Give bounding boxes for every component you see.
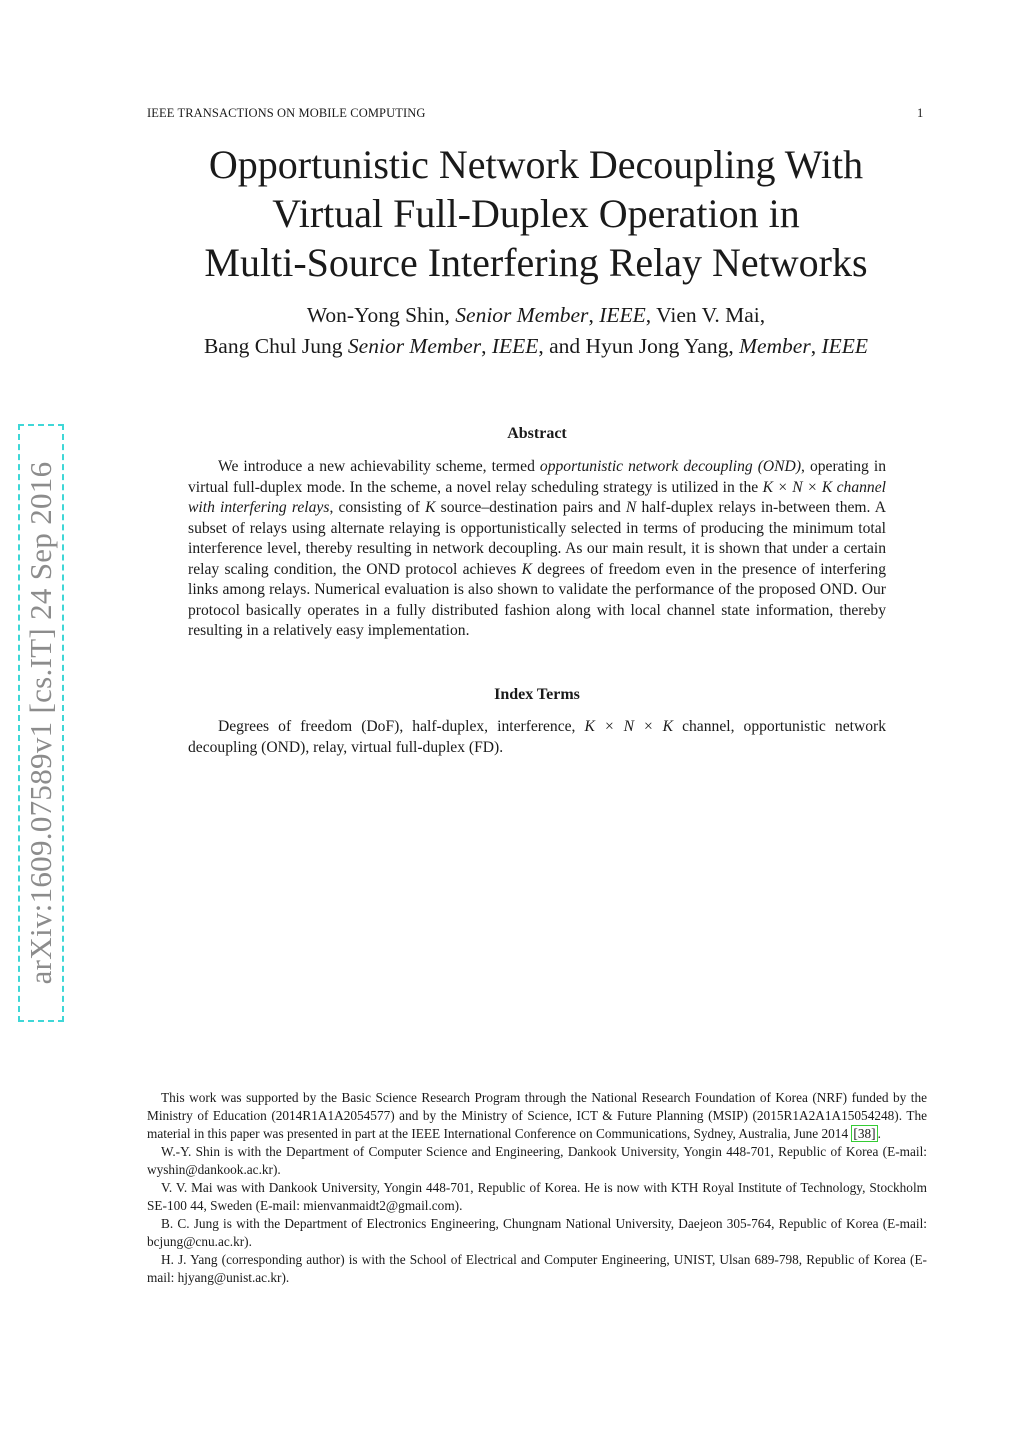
footnote-mai: V. V. Mai was with Dankook University, Yongin 448-701, Republic of Korea. He is now with KTH Royal Institute of Technology, Stockholm SE-100 44, Sweden (E-mail: mienvanmaidt2@gmail.com). [147,1180,927,1213]
author-shin: Won-Yong Shin, [306,303,456,327]
title-line-3: Multi-Source Interfering Relay Networks [204,240,868,285]
author-mai: , Vien V. Mai, [645,303,766,327]
page-number: 1 [917,106,924,120]
separator: , [481,334,492,358]
arxiv-identifier[interactable]: arXiv:1609.07589v1 [cs.IT] 24 Sep 2016 [23,461,58,985]
author-role: Senior Member [347,334,482,358]
footnote-yang: H. J. Yang (corresponding author) is with the School of Electrical and Computer Engineering, UNIST, Ulsan 689-798, Republic of Korea (E-mail: hjyang@unist.ac.kr). [147,1252,927,1285]
author-role: Member [739,334,811,358]
author-line-2 [120,331,952,362]
author-org: IEEE [491,334,539,358]
footnote-funding: This work was supported by the Basic Science Research Program through the National Research Foundation of Korea (NRF) funded by the Ministry of Education (2014R1A1A2054577) and by the Ministry of Science, ICT & Future Planning (MSIP) (2015R1A2A1A15054248). The material in this paper was presented in part at the IEEE International Conference on Communications, Sydney, Australia, June 2014 [38] . [147,1090,927,1141]
citation-link[interactable]: [38] [853,1126,876,1141]
author-jung: Bang Chul Jung [203,334,348,358]
separator: , [810,334,822,358]
footnote-shin: W.-Y. Shin is with the Department of Computer Science and Engineering, Dankook University, Yongin 448-701, Republic of Korea (E-mail: wyshin@dankook.ac.kr). [147,1144,927,1177]
author-org: IEEE [821,334,869,358]
index-terms-heading: Index Terms [494,686,580,703]
footnotes [147,1089,927,1287]
author-role: Senior Member [455,303,589,327]
author-org: IEEE [599,303,646,327]
title-line-1: Opportunistic Network Decoupling With [208,142,864,187]
footnote-jung: B. C. Jung is with the Department of Electronics Engineering, Chungnam National University, Daejeon 305-764, Republic of Korea (E-mail: bcjung@cnu.ac.kr). [147,1216,927,1249]
running-header: IEEE TRANSACTIONS ON MOBILE COMPUTING [147,106,426,120]
abstract-heading: Abstract [507,425,567,442]
author-line-1 [120,300,952,331]
abstract-body: We introduce a new achievability scheme, termed opportunistic network decoupling (OND), operating in virtual full-duplex mode. In the scheme, a novel relay scheduling strategy is utilized in the K × N × K channel with interfering relays, consisting of K source–destination pairs and N half-duplex relays in-between them. A subset of relays using alternate relaying is opportunistically selected in terms of producing the minimum total interference level, thereby resulting in network decoupling. As our main result, it is shown that under a certain relay scaling condition, the OND protocol achieves K degrees of freedom even in the presence of interfering links among relays. Numerical evaluation is also shown to validate the performance of the proposed OND. Our protocol basically operates in a fully distributed fashion along with local channel state information, thereby resulting in a relatively easy implementation. [188,458,887,639]
separator: , [588,303,600,327]
paper-title [150,140,922,287]
author-yang: , and Hyun Jong Yang, [538,334,740,358]
title-line-2: Virtual Full-Duplex Operation in [272,191,800,236]
index-terms-body: Degrees of freedom (DoF), half-duplex, interference, K × N × K channel, opportunistic network decoupling (OND), relay, virtual full-duplex (FD). [188,718,886,756]
arxiv-stamp[interactable] [18,424,64,1022]
author-list [120,300,952,362]
